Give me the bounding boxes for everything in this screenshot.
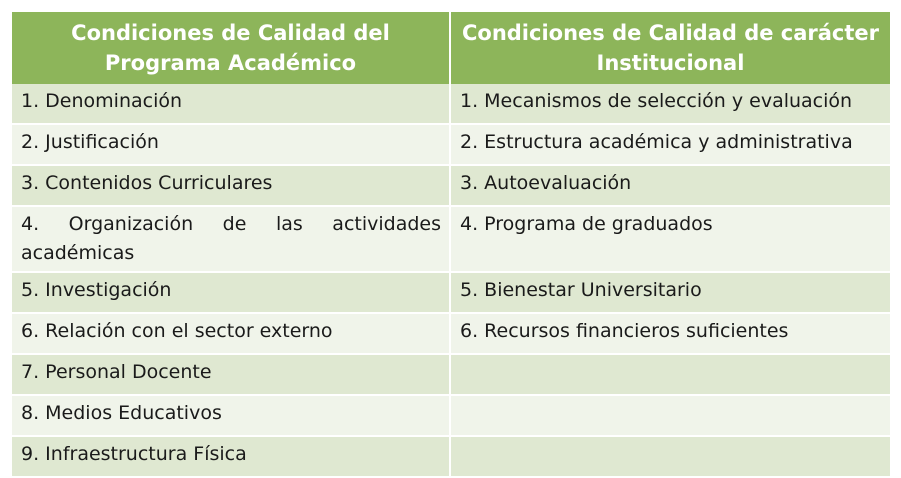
- program-condition-cell: 1. Denominación: [12, 84, 450, 124]
- institutional-condition-cell: 2. Estructura académica y administrativa: [450, 124, 890, 165]
- table-row: [12, 165, 890, 206]
- header-institutional-quality: Condiciones de Calidad de carácter Institucional: [450, 12, 890, 84]
- table-row: [12, 206, 890, 272]
- program-condition-cell: 8. Medios Educativos: [12, 395, 450, 436]
- institutional-condition-cell: [450, 395, 890, 436]
- program-condition-cell: 5. Investigación: [12, 272, 450, 313]
- program-condition-cell: 4. Organización de las actividades académicas: [12, 206, 450, 272]
- table-row: [12, 354, 890, 395]
- program-condition-cell: 9. Infraestructura Física: [12, 436, 450, 477]
- table-row: [12, 313, 890, 354]
- institutional-condition-cell: 4. Programa de graduados: [450, 206, 890, 272]
- institutional-condition-cell: 3. Autoevaluación: [450, 165, 890, 206]
- institutional-condition-cell: [450, 354, 890, 395]
- institutional-condition-cell: 6. Recursos financieros suficientes: [450, 313, 890, 354]
- table-row: [12, 272, 890, 313]
- institutional-condition-cell: 5. Bienestar Universitario: [450, 272, 890, 313]
- table-header-row: [12, 12, 890, 84]
- header-program-quality: Condiciones de Calidad del Programa Académico: [12, 12, 450, 84]
- table-row: [12, 395, 890, 436]
- table-row: [12, 436, 890, 477]
- institutional-condition-cell: 1. Mecanismos de selección y evaluación: [450, 84, 890, 124]
- program-condition-cell: 3. Contenidos Curriculares: [12, 165, 450, 206]
- program-condition-cell: 6. Relación con el sector externo: [12, 313, 450, 354]
- table-row: [12, 84, 890, 124]
- program-condition-cell: 7. Personal Docente: [12, 354, 450, 395]
- quality-conditions-table: [12, 12, 890, 478]
- table-row: [12, 124, 890, 165]
- institutional-condition-cell: [450, 436, 890, 477]
- program-condition-cell: 2. Justificación: [12, 124, 450, 165]
